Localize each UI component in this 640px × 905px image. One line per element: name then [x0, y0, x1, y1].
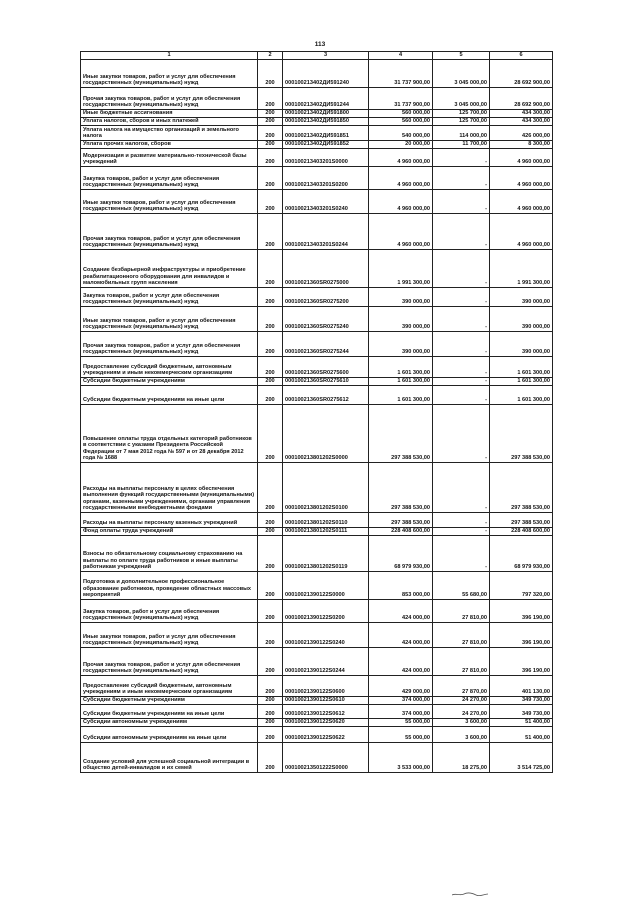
code-cell: 200: [258, 332, 283, 357]
classification-code-cell: 00010021360SR0275610: [283, 378, 369, 386]
amount-col6-cell: 1 991 300,00: [490, 250, 553, 288]
amount-col6-cell: 28 692 900,00: [490, 88, 553, 110]
amount-col6-cell: 349 730,00: [490, 705, 553, 719]
classification-code-cell: 00010021390122S0200: [283, 600, 369, 623]
table-row: [81, 727, 553, 743]
code-cell: 200: [258, 727, 283, 743]
handwritten-mark: [452, 892, 488, 896]
table-row: [81, 676, 553, 697]
amount-col4-cell: 429 000,00: [369, 676, 433, 697]
table-row: [81, 190, 553, 214]
amount-col6-cell: 1 601 300,00: [490, 386, 553, 405]
column-header: 1: [81, 52, 258, 60]
item-name-cell: Прочая закупка товаров, работ и услуг для обеспечения государственных (муниципальных) нужд: [81, 214, 258, 250]
amount-col5-cell: 24 270,00: [433, 697, 490, 705]
table-row: [81, 149, 553, 167]
code-cell: 200: [258, 648, 283, 676]
code-cell: 200: [258, 623, 283, 648]
amount-col6-cell: 4 960 000,00: [490, 214, 553, 250]
code-cell: 200: [258, 676, 283, 697]
table-row: [81, 697, 553, 705]
table-row: [81, 126, 553, 141]
amount-col6-cell: 297 388 530,00: [490, 513, 553, 528]
table-row: [81, 214, 553, 250]
item-name-cell: Иные закупки товаров, работ и услуг для обеспечения государственных (муниципальных) нужд: [81, 307, 258, 332]
table-row: [81, 110, 553, 118]
amount-col5-cell: -: [433, 307, 490, 332]
table-row: [81, 600, 553, 623]
code-cell: 200: [258, 307, 283, 332]
table-row: [81, 648, 553, 676]
table-row: [81, 536, 553, 572]
amount-col5-cell: -: [433, 214, 490, 250]
classification-code-cell: 00010021390122S0000: [283, 572, 369, 600]
amount-col5-cell: 27 810,00: [433, 600, 490, 623]
code-cell: 200: [258, 149, 283, 167]
table-row: [81, 88, 553, 110]
amount-col4-cell: 1 601 300,00: [369, 386, 433, 405]
table-row: [81, 719, 553, 727]
amount-col5-cell: -: [433, 463, 490, 513]
item-name-cell: Предоставление субсидий бюджетным, автономным учреждениям и иным некоммерческим организациям: [81, 676, 258, 697]
classification-code-cell: 00010021360SR0275240: [283, 307, 369, 332]
column-header: 5: [433, 52, 490, 60]
classification-code-cell: 000100213403201S0244: [283, 214, 369, 250]
amount-col5-cell: -: [433, 167, 490, 190]
classification-code-cell: 00010021390122S0240: [283, 623, 369, 648]
classification-code-cell: 000100213801202S0000: [283, 405, 369, 463]
code-cell: 200: [258, 405, 283, 463]
classification-code-cell: 00010021360SR0275000: [283, 250, 369, 288]
classification-code-cell: 000100213403201S0200: [283, 167, 369, 190]
table-row: [81, 60, 553, 88]
amount-col4-cell: 297 388 530,00: [369, 513, 433, 528]
classification-code-cell: 000100213403201S0000: [283, 149, 369, 167]
table-row: [81, 463, 553, 513]
amount-col5-cell: 3 600,00: [433, 727, 490, 743]
amount-col5-cell: 114 000,00: [433, 126, 490, 141]
amount-col6-cell: 228 408 600,00: [490, 528, 553, 536]
table-header-row: [81, 52, 553, 60]
amount-col6-cell: 297 388 530,00: [490, 463, 553, 513]
item-name-cell: Субсидии бюджетным учреждениям: [81, 378, 258, 386]
amount-col6-cell: 396 190,00: [490, 648, 553, 676]
item-name-cell: Субсидии автономным учреждениям на иные цели: [81, 727, 258, 743]
amount-col4-cell: 540 000,00: [369, 126, 433, 141]
table-row: [81, 572, 553, 600]
classification-code-cell: 00010021360SR0275600: [283, 357, 369, 378]
page-number: 113: [314, 41, 326, 48]
amount-col4-cell: 1 601 300,00: [369, 378, 433, 386]
classification-code-cell: 00010021360SR0275612: [283, 386, 369, 405]
item-name-cell: Субсидии бюджетным учреждениям на иные цели: [81, 386, 258, 405]
amount-col5-cell: 55 680,00: [433, 572, 490, 600]
amount-col6-cell: 8 300,00: [490, 141, 553, 149]
code-cell: 200: [258, 118, 283, 126]
table-row: [81, 288, 553, 307]
classification-code-cell: 000100213801202S0110: [283, 513, 369, 528]
item-name-cell: Взносы по обязательному социальному страхованию на выплаты по оплате труда работников и иные выплаты работникам учреждений: [81, 536, 258, 572]
item-name-cell: Прочая закупка товаров, работ и услуг для обеспечения государственных (муниципальных) нужд: [81, 332, 258, 357]
item-name-cell: Расходы на выплаты персоналу казенных учреждений: [81, 513, 258, 528]
item-name-cell: Закупка товаров, работ и услуг для обеспечения государственных (муниципальных) нужд: [81, 288, 258, 307]
code-cell: 200: [258, 190, 283, 214]
amount-col5-cell: 27 870,00: [433, 676, 490, 697]
amount-col5-cell: -: [433, 405, 490, 463]
item-name-cell: Субсидии бюджетным учреждениям: [81, 697, 258, 705]
classification-code-cell: 00010021360SR0275200: [283, 288, 369, 307]
column-header: 4: [369, 52, 433, 60]
amount-col4-cell: 424 000,00: [369, 648, 433, 676]
table-row: [81, 705, 553, 719]
table-row: [81, 405, 553, 463]
amount-col6-cell: 1 601 300,00: [490, 378, 553, 386]
classification-code-cell: 00010021390122S0622: [283, 727, 369, 743]
amount-col4-cell: 853 000,00: [369, 572, 433, 600]
item-name-cell: Уплата налогов, сборов и иных платежей: [81, 118, 258, 126]
code-cell: 200: [258, 378, 283, 386]
table-row: [81, 357, 553, 378]
classification-code-cell: 000100213402ДИ591852: [283, 141, 369, 149]
amount-col4-cell: 4 960 000,00: [369, 167, 433, 190]
amount-col6-cell: 434 300,00: [490, 110, 553, 118]
amount-col4-cell: 390 000,00: [369, 332, 433, 357]
item-name-cell: Уплата налога на имущество организаций и земельного налога: [81, 126, 258, 141]
item-name-cell: Подготовка и дополнительное профессиональное образование работников, проведение областных массовых мероприятий: [81, 572, 258, 600]
classification-code-cell: 000100213801202S0100: [283, 463, 369, 513]
amount-col6-cell: 3 514 725,00: [490, 743, 553, 773]
classification-code-cell: 000100213801202S0111: [283, 528, 369, 536]
amount-col6-cell: 4 960 000,00: [490, 167, 553, 190]
table-row: [81, 167, 553, 190]
amount-col5-cell: -: [433, 378, 490, 386]
table-row: [81, 118, 553, 126]
amount-col5-cell: -: [433, 357, 490, 378]
amount-col5-cell: -: [433, 149, 490, 167]
amount-col4-cell: 560 000,00: [369, 118, 433, 126]
amount-col5-cell: 24 270,00: [433, 705, 490, 719]
classification-code-cell: 000100213402ДИ591240: [283, 60, 369, 88]
amount-col4-cell: 297 388 530,00: [369, 463, 433, 513]
table-row: [81, 528, 553, 536]
code-cell: 200: [258, 250, 283, 288]
item-name-cell: Прочая закупка товаров, работ и услуг для обеспечения государственных (муниципальных) нужд: [81, 88, 258, 110]
amount-col4-cell: 4 960 000,00: [369, 149, 433, 167]
classification-code-cell: 00010021390122S0610: [283, 697, 369, 705]
amount-col6-cell: 51 400,00: [490, 727, 553, 743]
column-header: 3: [283, 52, 369, 60]
amount-col6-cell: 401 130,00: [490, 676, 553, 697]
classification-code-cell: 00010021390122S0600: [283, 676, 369, 697]
amount-col5-cell: 3 045 000,00: [433, 88, 490, 110]
code-cell: 200: [258, 126, 283, 141]
code-cell: 200: [258, 705, 283, 719]
amount-col4-cell: 228 408 600,00: [369, 528, 433, 536]
amount-col5-cell: -: [433, 250, 490, 288]
item-name-cell: Расходы на выплаты персоналу в целях обеспечения выполнения функций государственными (муниципальными) органами, казенными учреждениями, органами управления государственными внебюджетными фондами: [81, 463, 258, 513]
amount-col4-cell: 390 000,00: [369, 288, 433, 307]
amount-col4-cell: 1 601 300,00: [369, 357, 433, 378]
amount-col5-cell: -: [433, 536, 490, 572]
classification-code-cell: 000100213403201S0240: [283, 190, 369, 214]
amount-col5-cell: -: [433, 513, 490, 528]
amount-col6-cell: 4 960 000,00: [490, 190, 553, 214]
code-cell: 200: [258, 600, 283, 623]
item-name-cell: Создание условий для успешной социальной интеграции в общество детей-инвалидов и их семей: [81, 743, 258, 773]
amount-col6-cell: 28 692 900,00: [490, 60, 553, 88]
table-row: [81, 307, 553, 332]
amount-col6-cell: 426 000,00: [490, 126, 553, 141]
item-name-cell: Создание безбарьерной инфраструктуры и приобретение реабилитационного оборудования для инвалидов и маломобильных групп населения: [81, 250, 258, 288]
amount-col5-cell: 27 810,00: [433, 623, 490, 648]
amount-col5-cell: -: [433, 190, 490, 214]
code-cell: 200: [258, 536, 283, 572]
classification-code-cell: 000100213402ДИ591851: [283, 126, 369, 141]
amount-col6-cell: 297 388 530,00: [490, 405, 553, 463]
column-header: 6: [490, 52, 553, 60]
amount-col6-cell: 396 190,00: [490, 600, 553, 623]
amount-col5-cell: 125 700,00: [433, 110, 490, 118]
item-name-cell: Повышение оплаты труда отдельных категорий работников в соответствии с указами Президента Российской Федерации от 7 мая 2012 года № 597 и от 28 декабря 2012 года № 1688: [81, 405, 258, 463]
amount-col4-cell: 4 960 000,00: [369, 190, 433, 214]
classification-code-cell: 00010021390122S0244: [283, 648, 369, 676]
amount-col6-cell: 390 000,00: [490, 288, 553, 307]
amount-col6-cell: 396 190,00: [490, 623, 553, 648]
amount-col4-cell: 424 000,00: [369, 623, 433, 648]
item-name-cell: Модернизация и развитие материально-технической базы учреждений: [81, 149, 258, 167]
code-cell: 200: [258, 141, 283, 149]
table-row: [81, 141, 553, 149]
amount-col6-cell: 797 320,00: [490, 572, 553, 600]
amount-col5-cell: 3 600,00: [433, 719, 490, 727]
amount-col5-cell: 3 045 000,00: [433, 60, 490, 88]
amount-col6-cell: 390 000,00: [490, 332, 553, 357]
amount-col4-cell: 55 000,00: [369, 727, 433, 743]
amount-col4-cell: 68 979 930,00: [369, 536, 433, 572]
code-cell: 200: [258, 463, 283, 513]
code-cell: 200: [258, 110, 283, 118]
code-cell: 200: [258, 60, 283, 88]
budget-table: [80, 51, 553, 773]
item-name-cell: Субсидии автономным учреждениям: [81, 719, 258, 727]
amount-col5-cell: 18 275,00: [433, 743, 490, 773]
table-row: [81, 743, 553, 773]
amount-col6-cell: 68 979 930,00: [490, 536, 553, 572]
classification-code-cell: 000100213402ДИ591850: [283, 118, 369, 126]
amount-col6-cell: 434 300,00: [490, 118, 553, 126]
table-row: [81, 378, 553, 386]
amount-col5-cell: 125 700,00: [433, 118, 490, 126]
amount-col5-cell: -: [433, 386, 490, 405]
amount-col6-cell: 51 400,00: [490, 719, 553, 727]
code-cell: 200: [258, 572, 283, 600]
amount-col6-cell: 1 601 300,00: [490, 357, 553, 378]
amount-col6-cell: 4 960 000,00: [490, 149, 553, 167]
code-cell: 200: [258, 214, 283, 250]
classification-code-cell: 000100213501222S0000: [283, 743, 369, 773]
item-name-cell: Иные бюджетные ассигнования: [81, 110, 258, 118]
code-cell: 200: [258, 288, 283, 307]
item-name-cell: Закупка товаров, работ и услуг для обеспечения государственных (муниципальных) нужд: [81, 600, 258, 623]
code-cell: 200: [258, 743, 283, 773]
column-header: 2: [258, 52, 283, 60]
amount-col4-cell: 297 388 530,00: [369, 405, 433, 463]
amount-col6-cell: 349 730,00: [490, 697, 553, 705]
amount-col4-cell: 560 000,00: [369, 110, 433, 118]
amount-col4-cell: 374 000,00: [369, 705, 433, 719]
amount-col5-cell: -: [433, 332, 490, 357]
item-name-cell: Закупка товаров, работ и услуг для обеспечения государственных (муниципальных) нужд: [81, 167, 258, 190]
amount-col4-cell: 1 991 300,00: [369, 250, 433, 288]
table-row: [81, 623, 553, 648]
amount-col5-cell: -: [433, 528, 490, 536]
code-cell: 200: [258, 528, 283, 536]
amount-col5-cell: 11 700,00: [433, 141, 490, 149]
item-name-cell: Уплата прочих налогов, сборов: [81, 141, 258, 149]
item-name-cell: Субсидии бюджетным учреждениям на иные цели: [81, 705, 258, 719]
classification-code-cell: 00010021390122S0620: [283, 719, 369, 727]
classification-code-cell: 000100213402ДИ591800: [283, 110, 369, 118]
item-name-cell: Предоставление субсидий бюджетным, автономным учреждениям и иным некоммерческим организациям: [81, 357, 258, 378]
code-cell: 200: [258, 386, 283, 405]
item-name-cell: Фонд оплаты труда учреждений: [81, 528, 258, 536]
item-name-cell: Прочая закупка товаров, работ и услуг для обеспечения государственных (муниципальных) нужд: [81, 648, 258, 676]
classification-code-cell: 00010021360SR0275244: [283, 332, 369, 357]
item-name-cell: Иные закупки товаров, работ и услуг для обеспечения государственных (муниципальных) нужд: [81, 623, 258, 648]
amount-col5-cell: 27 810,00: [433, 648, 490, 676]
amount-col4-cell: 374 000,00: [369, 697, 433, 705]
table-row: [81, 386, 553, 405]
amount-col4-cell: 20 000,00: [369, 141, 433, 149]
code-cell: 200: [258, 697, 283, 705]
classification-code-cell: 000100213402ДИ591244: [283, 88, 369, 110]
amount-col5-cell: -: [433, 288, 490, 307]
table-row: [81, 250, 553, 288]
code-cell: 200: [258, 88, 283, 110]
amount-col4-cell: 4 960 000,00: [369, 214, 433, 250]
amount-col4-cell: 31 737 900,00: [369, 60, 433, 88]
amount-col4-cell: 55 000,00: [369, 719, 433, 727]
amount-col4-cell: 31 737 900,00: [369, 88, 433, 110]
amount-col6-cell: 390 000,00: [490, 307, 553, 332]
table-row: [81, 513, 553, 528]
code-cell: 200: [258, 719, 283, 727]
amount-col4-cell: 424 000,00: [369, 600, 433, 623]
classification-code-cell: 00010021390122S0612: [283, 705, 369, 719]
table-row: [81, 332, 553, 357]
amount-col4-cell: 390 000,00: [369, 307, 433, 332]
classification-code-cell: 000100213801202S0119: [283, 536, 369, 572]
code-cell: 200: [258, 167, 283, 190]
code-cell: 200: [258, 513, 283, 528]
amount-col4-cell: 3 533 000,00: [369, 743, 433, 773]
item-name-cell: Иные закупки товаров, работ и услуг для обеспечения государственных (муниципальных) нужд: [81, 190, 258, 214]
code-cell: 200: [258, 357, 283, 378]
item-name-cell: Иные закупки товаров, работ и услуг для обеспечения государственных (муниципальных) нужд: [81, 60, 258, 88]
